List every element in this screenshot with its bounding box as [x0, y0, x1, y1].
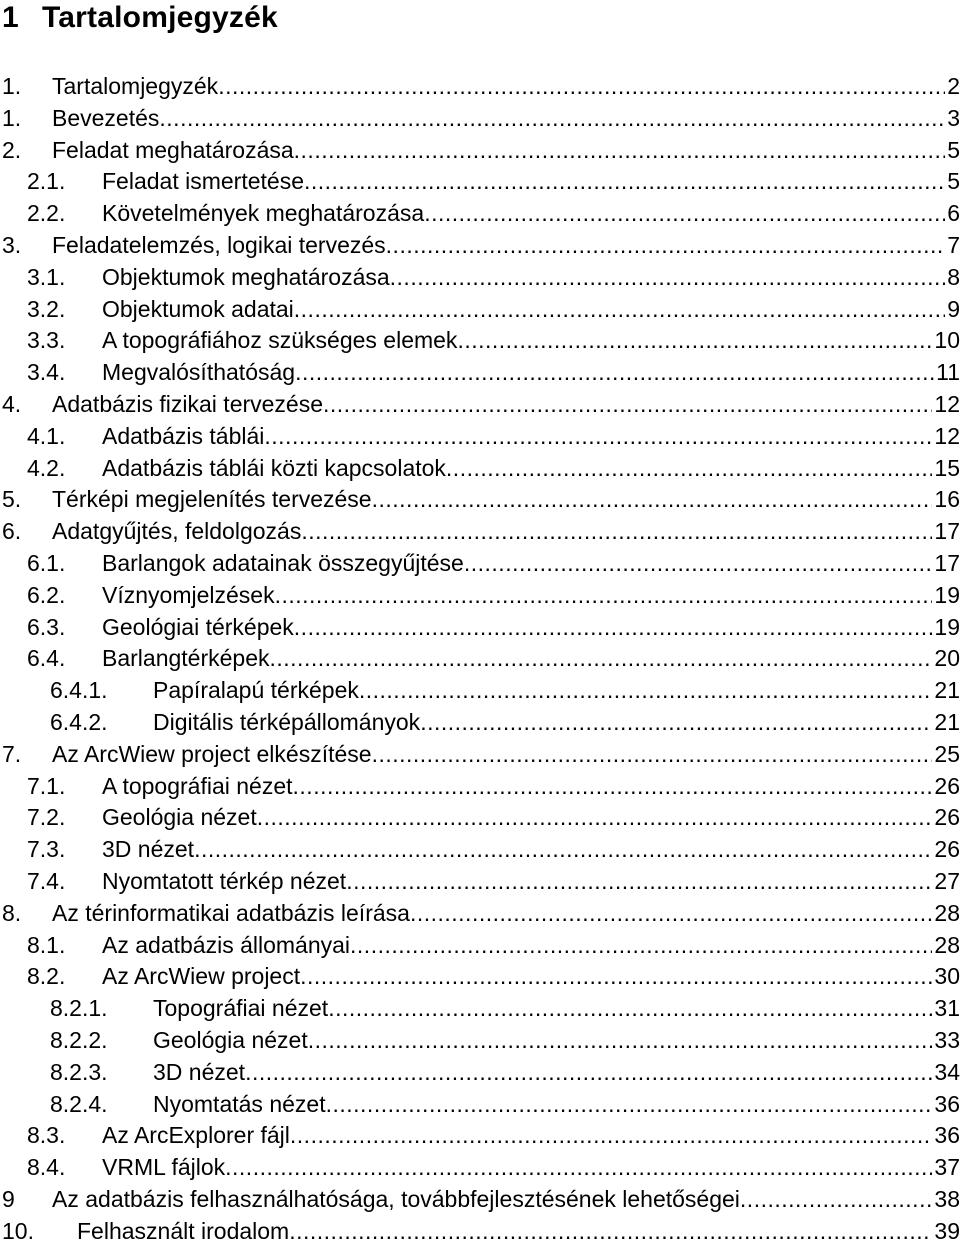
toc-entry-title: Bevezetés	[52, 103, 159, 135]
toc-entry[interactable]	[0, 262, 960, 294]
toc-entry[interactable]	[0, 993, 960, 1025]
toc-entry[interactable]	[0, 643, 960, 675]
toc-entry-title: Geológia nézet	[102, 802, 257, 834]
toc-entry-number: 6.4.1.	[50, 677, 108, 704]
toc-entry-title: Adatbázis fizikai tervezése	[52, 389, 323, 421]
toc-entry[interactable]	[0, 834, 960, 866]
toc-entry-page: 25	[934, 740, 960, 767]
toc-entry-title: Az adatbázis felhasználhatósága, továbbfejlesztésének lehetőségei	[52, 1184, 740, 1216]
toc-entry-title: Nyomtatott térkép nézet	[102, 866, 346, 898]
dot-leader	[326, 1089, 933, 1121]
dot-leader	[294, 294, 945, 326]
toc-entry-number: 1.	[2, 73, 22, 99]
toc-entry-number: 8.2.3.	[50, 1058, 108, 1085]
toc-entry[interactable]	[0, 707, 960, 739]
toc-entry[interactable]	[0, 1057, 960, 1089]
toc-entry-number: 8.	[2, 899, 22, 926]
dot-leader	[410, 898, 932, 930]
toc-entry-page: 26	[934, 804, 960, 831]
dot-leader	[270, 643, 933, 675]
toc-entry-page: 21	[934, 677, 960, 704]
toc-entry-number: 2.	[2, 136, 22, 163]
toc-entry-number: 3.1.	[27, 263, 66, 290]
toc-entry[interactable]	[0, 103, 960, 135]
dot-leader	[420, 707, 932, 739]
toc-entry-page: 34	[934, 1058, 960, 1085]
toc-entry-title: Feladat meghatározása	[52, 135, 294, 167]
dot-leader	[194, 834, 932, 866]
toc-entry-page: 28	[934, 899, 960, 926]
toc-entry-page: 26	[934, 836, 960, 863]
dot-leader	[372, 484, 933, 516]
toc-entry-title: Térképi megjelenítés tervezése	[52, 484, 372, 516]
toc-entry-page: 11	[936, 359, 960, 386]
dot-leader	[457, 325, 932, 357]
toc-entry-page: 19	[934, 613, 960, 640]
toc-entry[interactable]	[0, 357, 960, 389]
dot-leader	[264, 421, 932, 453]
toc-entry-page: 17	[934, 518, 960, 545]
toc-entry-title: Az adatbázis állományai	[102, 930, 350, 962]
toc-entry[interactable]	[0, 325, 960, 357]
toc-entry[interactable]	[0, 675, 960, 707]
toc-entry[interactable]	[0, 484, 960, 516]
toc-entry-page: 30	[934, 963, 960, 990]
toc-entry-page: 7	[947, 231, 960, 258]
toc-entry-title: Az ArcExplorer fájl	[102, 1120, 290, 1152]
toc-entry-title: Követelmények meghatározása	[102, 198, 424, 230]
toc-entry[interactable]	[0, 421, 960, 453]
toc-entry-title: A topográfiához szükséges elemek	[102, 325, 457, 357]
toc-entry-number: 10.	[2, 1217, 34, 1244]
toc-entry[interactable]	[0, 1025, 960, 1057]
toc-entry-title: Az térinformatikai adatbázis leírása	[52, 898, 410, 930]
toc-entry-number: 3.2.	[27, 295, 66, 322]
dot-leader	[301, 516, 932, 548]
toc-entry[interactable]	[0, 389, 960, 421]
toc-entry-title: Felhasznált irodalom	[77, 1216, 289, 1247]
dot-leader	[289, 1216, 932, 1247]
toc-entry-title: Feladatelemzés, logikai tervezés	[52, 230, 386, 262]
dot-leader	[294, 612, 933, 644]
dot-leader	[424, 198, 945, 230]
toc-entry-number: 2.1.	[27, 168, 66, 195]
toc-entry-number: 1.	[2, 104, 22, 131]
toc-entry[interactable]	[0, 739, 960, 771]
toc-entry-page: 17	[934, 549, 960, 576]
toc-entry-number: 4.2.	[27, 454, 66, 481]
toc-entry-page: 21	[934, 708, 960, 735]
toc-entry[interactable]	[0, 1089, 960, 1121]
heading-title: Tartalomjegyzék	[42, 1, 278, 34]
toc-entry[interactable]	[0, 71, 960, 103]
toc-entry-number: 6.4.2.	[50, 708, 108, 735]
toc-entry-page: 9	[947, 295, 960, 322]
toc-entry[interactable]	[0, 1216, 960, 1247]
toc-entry-page: 8	[947, 263, 960, 290]
toc-entry-number: 6.3.	[27, 613, 66, 640]
toc-entry[interactable]	[0, 802, 960, 834]
toc-entry-page: 12	[934, 390, 960, 417]
toc-entry-number: 6.4.	[27, 645, 66, 672]
dot-leader	[359, 675, 933, 707]
toc-entry-number: 2.2.	[27, 200, 66, 227]
toc-entry[interactable]	[0, 294, 960, 326]
toc-entry-title: Objektumok meghatározása	[102, 262, 390, 294]
toc-entry[interactable]	[0, 166, 960, 198]
toc-entry-number: 8.2.	[27, 963, 66, 990]
dot-leader	[290, 1120, 933, 1152]
toc-entry-page: 6	[947, 200, 960, 227]
toc-entry[interactable]	[0, 930, 960, 962]
table-of-contents	[0, 71, 960, 1247]
toc-entry-page: 19	[934, 581, 960, 608]
toc-entry-page: 15	[934, 454, 960, 481]
dot-leader	[294, 135, 946, 167]
toc-entry-number: 8.2.4.	[50, 1090, 108, 1117]
toc-entry-title: Víznyomjelzések	[102, 580, 275, 612]
toc-entry-title: Adatgyűjtés, feldolgozás	[52, 516, 301, 548]
toc-entry-number: 8.4.	[27, 1154, 66, 1181]
toc-entry-title: Papíralapú térképek	[153, 675, 359, 707]
toc-entry[interactable]	[0, 135, 960, 167]
toc-entry-number: 7.3.	[27, 836, 66, 863]
toc-entry-title: Barlangok adatainak összegyűjtése	[102, 548, 464, 580]
toc-entry-page: 12	[934, 422, 960, 449]
toc-entry-number: 6.1.	[27, 549, 66, 576]
toc-entry-title: Tartalomjegyzék	[52, 71, 218, 103]
toc-entry-title: A topográfiai nézet	[102, 771, 293, 803]
toc-entry-title: 3D nézet	[153, 1057, 245, 1089]
toc-entry[interactable]	[0, 961, 960, 993]
toc-entry-title: 3D nézet	[102, 834, 194, 866]
toc-entry-number: 8.2.1.	[50, 995, 108, 1022]
toc-entry-page: 31	[934, 995, 960, 1022]
toc-entry-number: 3.	[2, 231, 22, 258]
toc-entry[interactable]	[0, 1184, 960, 1216]
dot-leader	[275, 580, 933, 612]
toc-entry[interactable]	[0, 580, 960, 612]
toc-entry-page: 16	[934, 486, 960, 513]
toc-entry-number: 5.	[2, 486, 22, 513]
toc-entry-number: 6.	[2, 518, 22, 545]
dot-leader	[464, 548, 933, 580]
dot-leader	[293, 771, 933, 803]
toc-entry-page: 36	[934, 1090, 960, 1117]
toc-entry-title: Feladat ismertetése	[102, 166, 304, 198]
toc-entry-title: Nyomtatás nézet	[153, 1089, 326, 1121]
dot-leader	[328, 993, 932, 1025]
toc-entry[interactable]	[0, 453, 960, 485]
toc-entry[interactable]	[0, 198, 960, 230]
toc-entry-number: 8.3.	[27, 1122, 66, 1149]
toc-entry-title: Barlangtérképek	[102, 643, 270, 675]
toc-entry[interactable]	[0, 771, 960, 803]
toc-entry-number: 8.2.2.	[50, 1026, 108, 1053]
dot-leader	[350, 930, 932, 962]
toc-entry-title: Objektumok adatai	[102, 294, 294, 326]
toc-entry-number: 6.2.	[27, 581, 66, 608]
toc-entry-page: 39	[934, 1217, 960, 1244]
toc-entry-title: Az ArcWiew project elkészítése	[52, 739, 372, 771]
toc-entry-number: 3.4.	[27, 359, 66, 386]
toc-entry-page: 5	[947, 136, 960, 163]
dot-leader	[308, 1025, 933, 1057]
dot-leader	[225, 1152, 932, 1184]
toc-entry-page: 20	[934, 645, 960, 672]
toc-entry[interactable]	[0, 1152, 960, 1184]
toc-entry-number: 7.	[2, 740, 22, 767]
toc-entry-page: 5	[947, 168, 960, 195]
toc-entry-page: 2	[947, 73, 960, 99]
heading-number: 1	[2, 1, 19, 34]
toc-entry-page: 36	[934, 1122, 960, 1149]
toc-entry[interactable]	[0, 516, 960, 548]
toc-entry-page: 28	[934, 931, 960, 958]
toc-entry[interactable]	[0, 230, 960, 262]
dot-leader	[245, 1057, 932, 1089]
toc-entry-title: Adatbázis táblái	[102, 421, 264, 453]
toc-entry[interactable]	[0, 1120, 960, 1152]
toc-entry-page: 3	[947, 104, 960, 131]
page-title	[2, 0, 278, 36]
dot-leader	[218, 71, 945, 103]
dot-leader	[304, 166, 945, 198]
dot-leader	[386, 230, 946, 262]
toc-entry-page: 10	[934, 327, 960, 354]
toc-entry-title: Geológia nézet	[153, 1025, 308, 1057]
toc-entry-number: 3.3.	[27, 327, 66, 354]
toc-entry[interactable]	[0, 898, 960, 930]
toc-entry[interactable]	[0, 548, 960, 580]
dot-leader	[372, 739, 933, 771]
toc-entry-title: Megvalósíthatóság	[102, 357, 295, 389]
toc-entry-title: Adatbázis táblái közti kapcsolatok	[102, 453, 446, 485]
toc-entry[interactable]	[0, 612, 960, 644]
toc-entry-number: 9	[2, 1185, 15, 1212]
dot-leader	[257, 802, 933, 834]
toc-entry-page: 26	[934, 772, 960, 799]
dot-leader	[300, 961, 932, 993]
toc-entry-title: Geológiai térképek	[102, 612, 294, 644]
dot-leader	[346, 866, 932, 898]
dot-leader	[390, 262, 946, 294]
toc-entry[interactable]	[0, 866, 960, 898]
toc-entry-title: Az ArcWiew project	[102, 961, 300, 993]
dot-leader	[159, 103, 945, 135]
toc-entry-number: 4.1.	[27, 422, 66, 449]
toc-entry-title: Topográfiai nézet	[153, 993, 328, 1025]
toc-entry-title: VRML fájlok	[102, 1152, 225, 1184]
toc-entry-page: 27	[934, 867, 960, 894]
dot-leader	[295, 357, 934, 389]
toc-entry-number: 7.1.	[27, 772, 66, 799]
toc-entry-number: 8.1.	[27, 931, 66, 958]
dot-leader	[323, 389, 932, 421]
toc-entry-page: 37	[934, 1154, 960, 1181]
toc-entry-number: 7.4.	[27, 867, 66, 894]
toc-entry-title: Digitális térképállományok	[153, 707, 420, 739]
toc-entry-page: 33	[934, 1026, 960, 1053]
toc-entry-number: 4.	[2, 390, 22, 417]
dot-leader	[740, 1184, 932, 1216]
toc-entry-page: 38	[934, 1185, 960, 1212]
dot-leader	[446, 453, 932, 485]
toc-entry-number: 7.2.	[27, 804, 66, 831]
